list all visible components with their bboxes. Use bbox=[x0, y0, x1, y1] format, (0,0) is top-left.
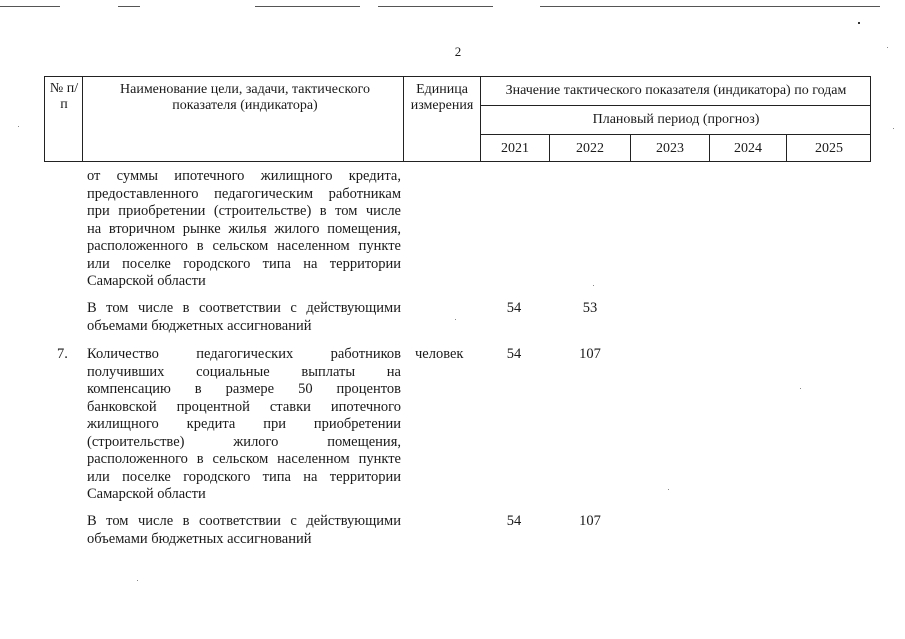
scan-speck bbox=[668, 489, 669, 490]
scan-line bbox=[255, 6, 360, 7]
row-unit: человек bbox=[415, 346, 464, 362]
header-year-2024: 2024 bbox=[734, 140, 762, 156]
scan-speck bbox=[800, 388, 801, 389]
scan-speck bbox=[137, 580, 138, 581]
text-line: В том числе в соответствии с действующими bbox=[87, 300, 401, 316]
value-2022: 107 bbox=[579, 513, 601, 529]
scan-speck bbox=[455, 319, 456, 320]
row-indicator-text bbox=[87, 346, 401, 504]
scan-speck bbox=[593, 285, 594, 286]
row-budget-text bbox=[87, 300, 401, 335]
text-line: предоставленного педагогическим работникам bbox=[87, 185, 401, 202]
header-planned-period: Плановый период (прогноз) bbox=[592, 112, 760, 127]
header-col-name: Наименование цели, задачи, тактического показателя (индикатора) bbox=[120, 82, 370, 113]
header-year-2023: 2023 bbox=[656, 140, 684, 156]
col-divider bbox=[82, 77, 83, 161]
text-line: расположенного в сельском населенном пункте bbox=[87, 451, 401, 467]
text-line: В том числе в соответствии с действующими bbox=[87, 513, 401, 529]
row-continuation-text bbox=[87, 168, 401, 291]
text-line: Количество педагогических работников bbox=[87, 346, 401, 362]
text-line: банковской процентной ставки ипотечного bbox=[87, 398, 401, 415]
value-2021: 54 bbox=[506, 346, 522, 362]
scan-speck bbox=[893, 128, 894, 129]
header-col-number: № п/п bbox=[49, 81, 79, 112]
value-2021: 54 bbox=[506, 513, 522, 529]
text-line: на вторичном рынке жилья жилого помещения, bbox=[87, 220, 401, 237]
row-budget-text bbox=[87, 513, 401, 548]
text-line: расположенного в сельском населенном пункте bbox=[87, 238, 401, 254]
scan-line bbox=[0, 6, 60, 7]
header-col-unit: Единица измерения bbox=[410, 82, 474, 113]
text-line: (строительстве) жилого помещения, bbox=[87, 433, 401, 450]
text-line: или поселке городского типа на территории bbox=[87, 255, 401, 272]
scan-line bbox=[540, 6, 880, 7]
text-line: от суммы ипотечного жилищного кредита, bbox=[87, 168, 401, 184]
scan-speck bbox=[887, 47, 888, 48]
text-line: жилищного кредита при приобретении bbox=[87, 416, 401, 432]
table-header bbox=[44, 76, 871, 162]
value-2021: 54 bbox=[506, 300, 522, 316]
text-line: компенсацию в размере 50 процентов bbox=[87, 381, 401, 397]
text-line: объемами бюджетных ассигнований bbox=[87, 530, 312, 547]
text-line: Самарской области bbox=[87, 486, 206, 502]
text-line: при приобретении (строительстве) в том числе bbox=[87, 203, 401, 219]
header-year-2021: 2021 bbox=[501, 140, 529, 156]
text-line: Самарской области bbox=[87, 273, 206, 289]
scan-speck bbox=[18, 126, 19, 127]
scan-speck bbox=[858, 22, 860, 24]
text-line: получивших социальные выплаты на bbox=[87, 363, 401, 380]
value-2022: 53 bbox=[582, 300, 598, 316]
header-year-2022: 2022 bbox=[576, 140, 604, 156]
value-2022: 107 bbox=[579, 346, 601, 362]
header-col-values-title: Значение тактического показателя (индикатора) по годам bbox=[505, 83, 847, 98]
text-line: или поселке городского типа на территории bbox=[87, 468, 401, 485]
row-number: 7. bbox=[57, 346, 68, 362]
scan-line bbox=[378, 6, 493, 7]
text-line: объемами бюджетных ассигнований bbox=[87, 317, 312, 334]
page-number: 2 bbox=[454, 44, 462, 59]
scan-line bbox=[118, 6, 140, 7]
header-year-2025: 2025 bbox=[815, 140, 843, 156]
